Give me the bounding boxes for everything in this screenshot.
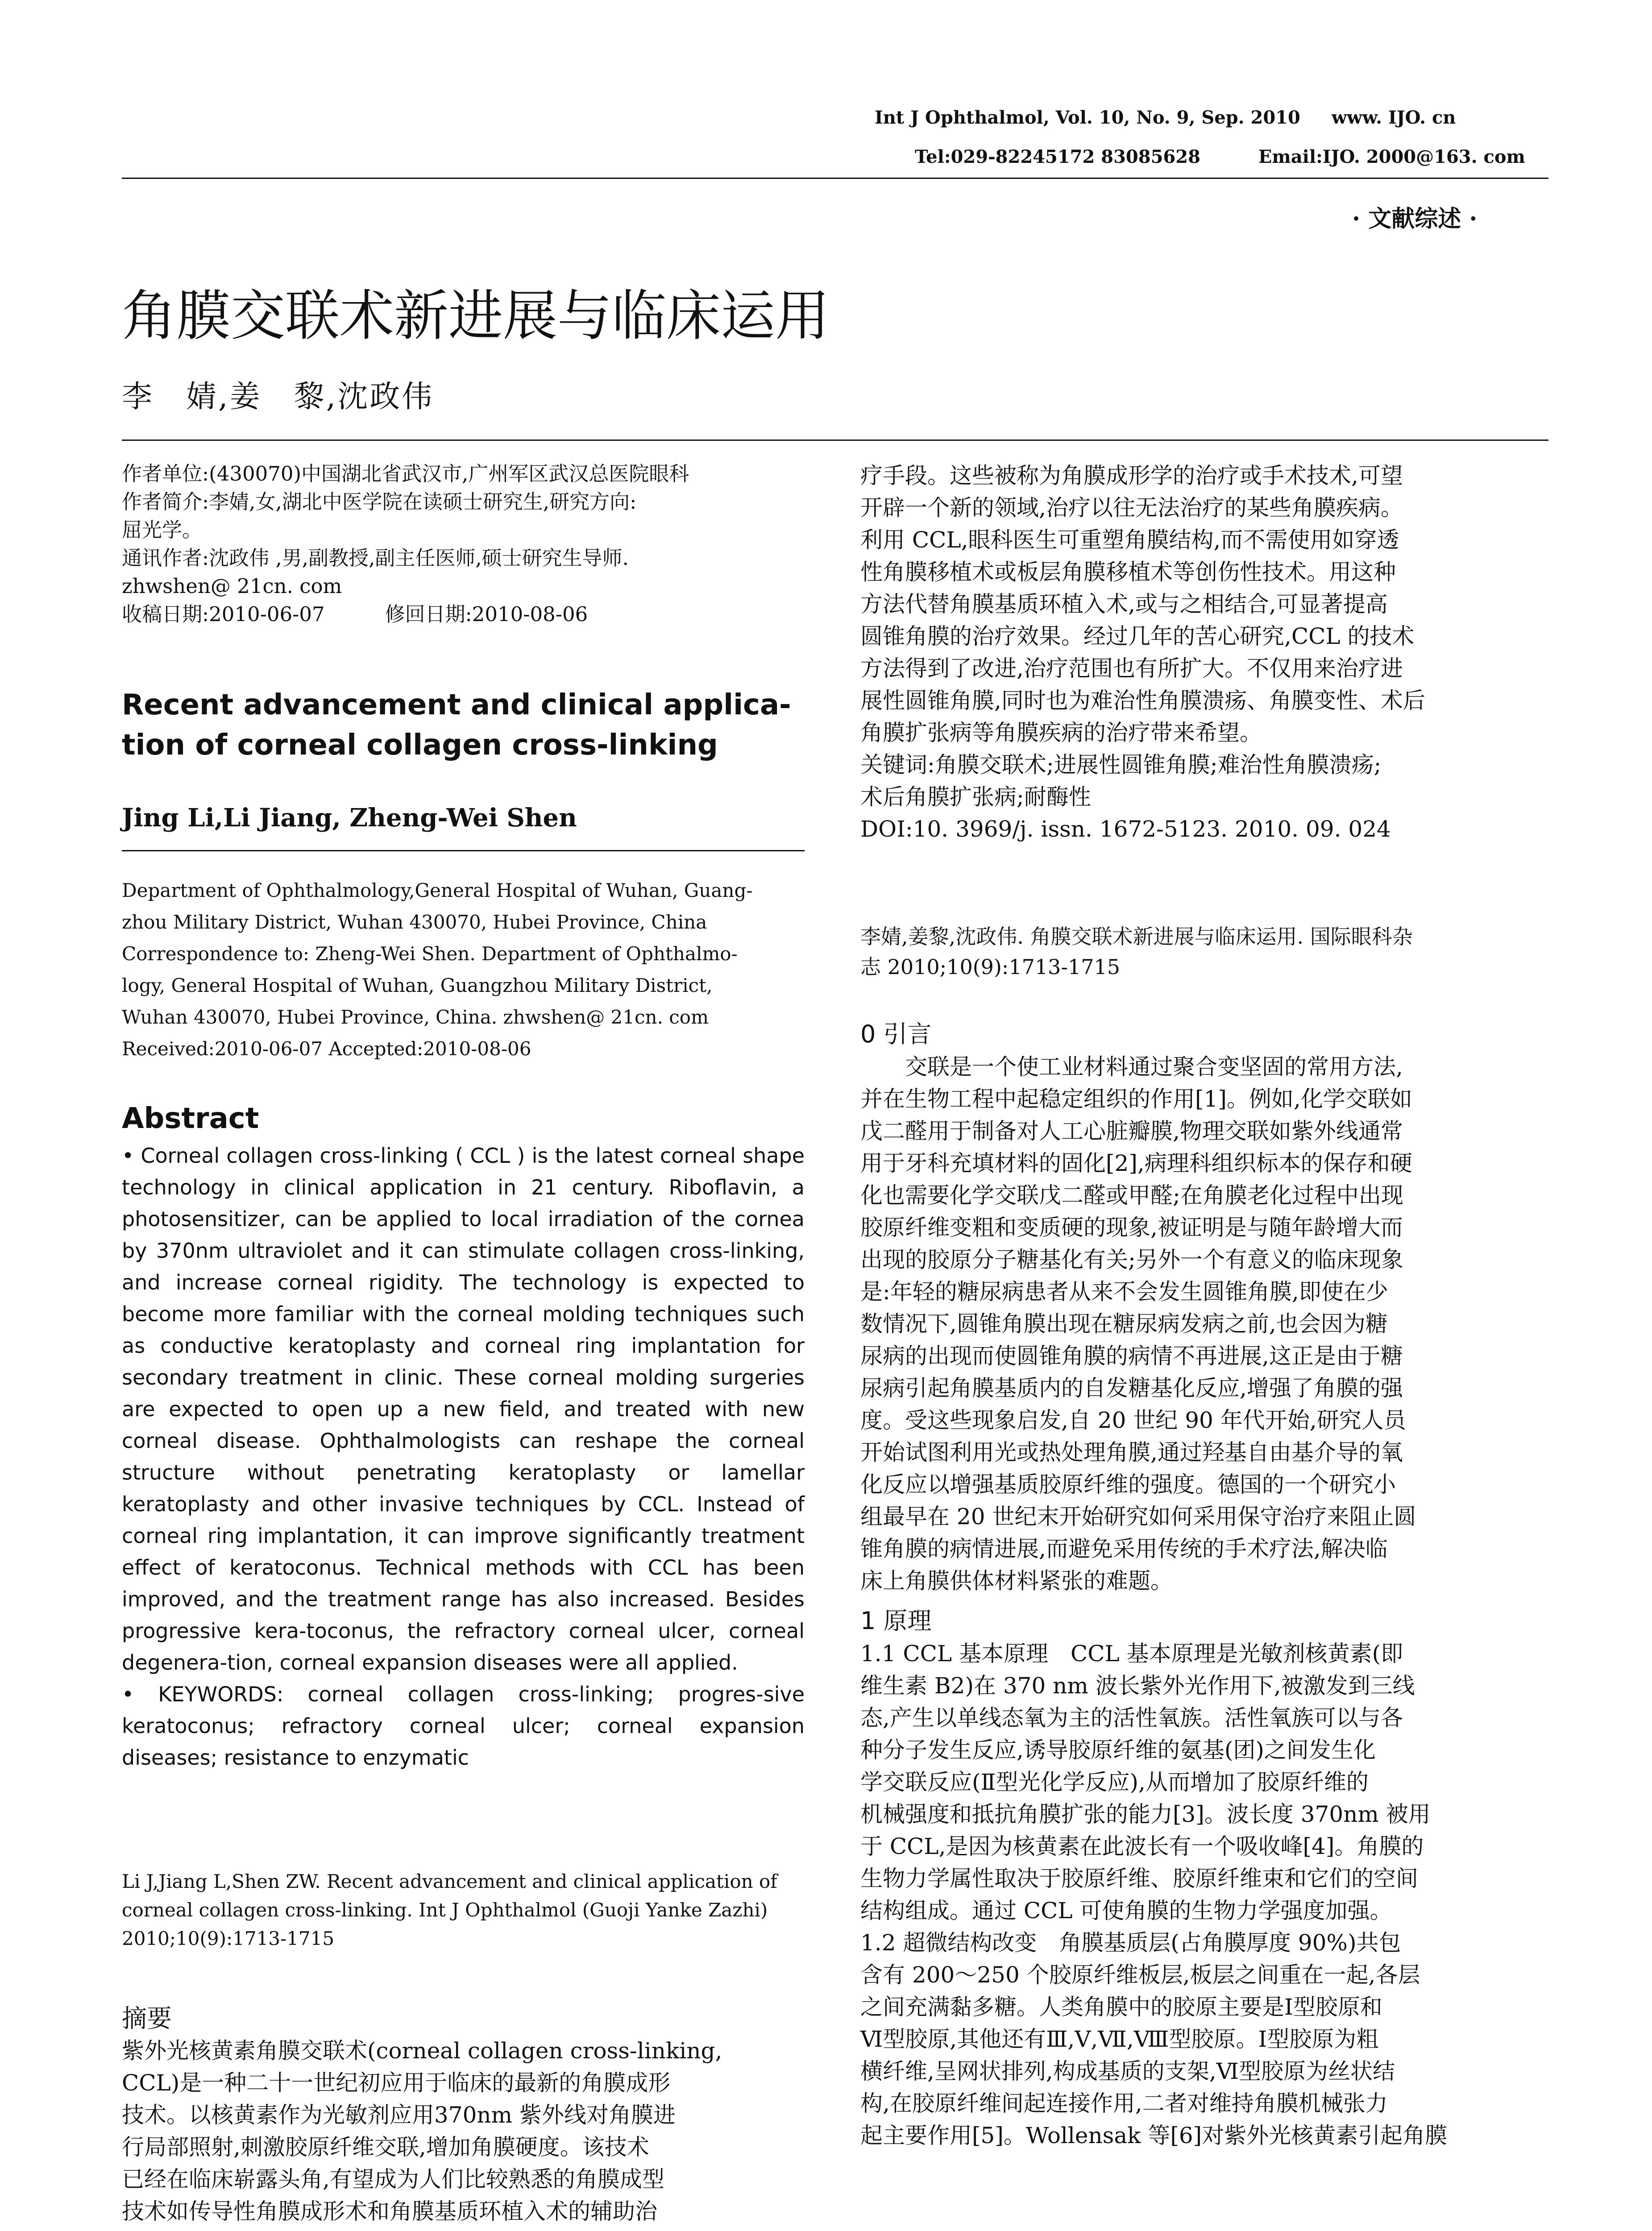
body-line: 交联是一个使工业材料通过聚合变坚固的常用方法,: [860, 1054, 1403, 1080]
body-line: 1.2 超微结构改变 角膜基质层(占角膜厚度 90%)共包: [860, 1930, 1401, 1956]
abstract-cn-cont-line: 展性圆锥角膜,同时也为难治性角膜溃疡、角膜变性、术后: [860, 688, 1425, 713]
body-line: 锥角膜的病情进展,而避免采用传统的手术疗法,解决临: [860, 1536, 1388, 1562]
abstract-cn-line: 技术如传导性角膜成形术和角膜基质环植入术的辅助治: [122, 2198, 657, 2224]
body-line: 数情况下,圆锥角膜出现在糖尿病发病之前,也会因为糖: [860, 1311, 1388, 1337]
abstract-cn-cont-line: 性角膜移植术或板层角膜移植术等创伤性技术。用这种: [860, 559, 1396, 585]
body-line: 构,在胶原纤维间起连接作用,二者对维持角膜机械张力: [860, 2090, 1388, 2116]
received-accepted-line: Received:2010-06-07 Accepted:2010-08-06: [122, 1038, 531, 1060]
journal-header-line: [875, 107, 1456, 128]
body-line: 度。受这些现象启发,自 20 世纪 90 年代开始,研究人员: [860, 1407, 1406, 1433]
abstract-en-body: [122, 1140, 805, 1774]
title-en-line: tion of corneal collagen cross-linking: [122, 729, 718, 762]
citation-cn-line: 志 2010;10(9):1713-1715: [860, 955, 1121, 979]
author-bio-line: 作者简介:李婧,女,湖北中医学院在读硕士研究生,研究方向:: [122, 490, 637, 514]
body-line: Ⅵ型胶原,其他还有Ⅲ,Ⅴ,Ⅶ,Ⅷ型胶原。Ⅰ型胶原为粗: [860, 2026, 1379, 2052]
body-line: 维生素 B2)在 370 nm 波长紫外光作用下,被激发到三线: [860, 1673, 1415, 1699]
section-1-heading: 1 原理: [860, 1607, 932, 1635]
body-line: 态,产生以单线态氧为主的活性氧族。活性氧族可以与各: [860, 1705, 1403, 1731]
dept-line: Wuhan 430070, Hubei Province, China. zhwshen@ 21cn. com: [122, 1006, 709, 1028]
journal-tel: Tel:029-82245172 83085628: [915, 146, 1200, 167]
citation-en-line: 2010;10(9):1713-1715: [122, 1928, 335, 1949]
body-line: 化也需要化学交联戊二醛或甲醛;在角膜老化过程中出现: [860, 1182, 1403, 1208]
body-line: 横纤维,呈网状排列,构成基质的支架,Ⅵ型胶原为丝状结: [860, 2058, 1395, 2084]
abstract-cn-body: [122, 2035, 805, 2227]
body-line: 含有 200～250 个胶原纤维板层,板层之间重在一起,各层: [860, 1962, 1420, 1988]
journal-website: www. IJO. cn: [1331, 107, 1456, 128]
affiliation-cn-block: [122, 460, 805, 628]
section-0-body: [860, 1051, 1550, 1597]
abstract-cn-line: CCL)是一种二十一世纪初应用于临床的最新的角膜成形: [122, 2070, 671, 2096]
dept-line: logy, General Hospital of Wuhan, Guangzhou Military District,: [122, 975, 713, 996]
authors-cn: 李 婧,姜 黎,沈政伟: [122, 379, 434, 415]
body-line: 用于牙科充填材料的固化[2],病理科组织标本的保存和硬: [860, 1150, 1412, 1176]
body-line: 床上角膜供体材料紧张的难题。: [860, 1568, 1173, 1594]
body-line: 学交联反应(Ⅱ型光化学反应),从而增加了胶原纤维的: [860, 1769, 1369, 1795]
title-rule: [122, 440, 1548, 441]
abstract-cn-line: 紫外光核黄素角膜交联术(corneal collagen cross-linking,: [122, 2038, 722, 2064]
section-1-body: [860, 1638, 1550, 2152]
doi-line: DOI:10. 3969/j. issn. 1672-5123. 2010. 09. 024: [860, 816, 1391, 842]
abstract-cn-line: 技术。以核黄素作为光敏剂应用370nm 紫外线对角膜进: [122, 2102, 676, 2128]
citation-en-line: corneal collagen cross-linking. Int J Ophthalmol (Guoji Yanke Zazhi): [122, 1899, 768, 1921]
corresponding-email: zhwshen@ 21cn. com: [122, 574, 342, 598]
body-line: 并在生物工程中起稳定组织的作用[1]。例如,化学交联如: [860, 1086, 1412, 1112]
department-en-block: [122, 875, 805, 1065]
body-line: 出现的胶原分子糖基化有关;另外一个有意义的临床现象: [860, 1247, 1403, 1273]
header-rule: [122, 178, 1548, 179]
abstract-cn-cont-line: 利用 CCL,眼科医生可重塑角膜结构,而不需使用如穿透: [860, 527, 1399, 553]
dept-line: Department of Ophthalmology,General Hospital of Wuhan, Guang-: [122, 879, 753, 901]
citation-en-block: [122, 1867, 805, 1953]
body-line: 生物力学属性取决于胶原纤维、胶原纤维束和它们的空间: [860, 1866, 1418, 1891]
citation-cn-block: [860, 921, 1550, 982]
keywords-en: • KEYWORDS: corneal collagen cross-linking; progres-sive keratoconus; refractory corneal ulcer; corneal expansion diseases; resistance to enzymatic: [122, 1682, 805, 1770]
author-bio-line: 屈光学。: [122, 518, 203, 542]
column-label: · 文献综述 ·: [1352, 205, 1478, 232]
abstract-en-text: • Corneal collagen cross-linking ( CCL ) is the latest corneal shape technology in clinical application in 21 century. Riboflavin, a photosensitizer, can be applied to local irradiation of the cornea by 370nm ultraviolet and it can stimulate collagen cross-linking, and increase corneal rigidity. The technology is expected to become more familiar with the corneal molding techniques such as conductive keratoplasty and corneal ring implantation for secondary treatment in clinic. These corneal molding surgeries are expected to open up a new field, and treated with new corneal disease. Ophthalmologists can reshape the corneal structure without penetrating keratoplasty or lamellar keratoplasty and other invasive techniques by CCL. Instead of corneal ring implantation, it can improve significantly treatment effect of keratoconus. Technical methods with CCL has been improved, and the treatment range has also increased. Besides progressive kera-toconus, the refractory corneal ulcer, corneal degenera-tion, corneal expansion diseases were all applied.: [122, 1144, 805, 1675]
body-line: 于 CCL,是因为核黄素在此波长有一个吸收峰[4]。角膜的: [860, 1833, 1424, 1859]
abstract-cn-cont-line: 方法得到了改进,治疗范围也有所扩大。不仅用来治疗进: [860, 655, 1403, 681]
article-title-cn: 角膜交联术新进展与临床运用: [122, 284, 830, 348]
body-line: 是:年轻的糖尿病患者从来不会发生圆锥角膜,即使在少: [860, 1279, 1388, 1305]
dept-line: zhou Military District, Wuhan 430070, Hubei Province, China: [122, 911, 707, 933]
body-line: 戊二醛用于制备对人工心脏瓣膜,物理交联如紫外线通常: [860, 1118, 1403, 1144]
body-line: 种分子发生反应,诱导胶原纤维的氨基(团)之间发生化: [860, 1737, 1376, 1763]
citation-en-line: Li J,Jiang L,Shen ZW. Recent advancement and clinical application of: [122, 1870, 777, 1892]
abstract-cn-cont-line: 圆锥角膜的治疗效果。经过几年的苦心研究,CCL 的技术: [860, 623, 1415, 649]
body-line: 之间充满黏多糖。人类角膜中的胶原主要是Ⅰ型胶原和: [860, 1994, 1382, 2020]
title-en-line: Recent advancement and clinical applica-: [122, 688, 791, 722]
body-line: 胶原纤维变粗和变质硬的现象,被证明是与随年龄增大而: [860, 1215, 1403, 1240]
keywords-cn-line: 关键词:角膜交联术;进展性圆锥角膜;难治性角膜溃疡;: [860, 752, 1382, 778]
corresponding-author-line: 通讯作者:沈政伟 ,男,副教授,副主任医师,硕士研究生导师.: [122, 546, 629, 570]
body-line: 尿病的出现而使圆锥角膜的病情不再进展,这正是由于糖: [860, 1343, 1403, 1369]
affiliation-line: 作者单位:(430070)中国湖北省武汉市,广州军区武汉总医院眼科: [122, 462, 689, 485]
abstract-cn-continued: [860, 460, 1550, 845]
journal-contact-line: [915, 146, 1525, 167]
body-line: 组最早在 20 世纪末开始研究如何采用保守治疗来阻止圆: [860, 1504, 1416, 1530]
article-title-en: [122, 685, 805, 765]
body-line: 机械强度和抵抗角膜扩张的能力[3]。波长度 370nm 被用: [860, 1801, 1431, 1827]
body-line: 化反应以增强基质胶原纤维的强度。德国的一个研究小: [860, 1472, 1396, 1497]
dates-cn: 收稿日期:2010-06-07 修回日期:2010-08-06: [122, 602, 588, 626]
body-line: 开始试图利用光或热处理角膜,通过羟基自由基介导的氧: [860, 1439, 1403, 1465]
abstract-cn-cont-line: 疗手段。这些被称为角膜成形学的治疗或手术技术,可望: [860, 463, 1403, 489]
correspondence-line: Correspondence to: Zheng-Wei Shen. Department of Ophthalmo-: [122, 943, 738, 965]
citation-cn-line: 李婧,姜黎,沈政伟. 角膜交联术新进展与临床运用. 国际眼科杂: [860, 925, 1413, 949]
abstract-cn-line: 已经在临床崭露头角,有望成为人们比较熟悉的角膜成型: [122, 2166, 664, 2192]
abstract-cn-heading: 摘要: [122, 2004, 172, 2033]
abstract-cn-cont-line: 角膜扩张病等角膜疾病的治疗带来希望。: [860, 720, 1262, 746]
journal-email: Email:IJO. 2000@163. com: [1258, 146, 1525, 167]
authors-en: Jing Li,Li Jiang, Zheng-Wei Shen: [122, 803, 577, 833]
abstract-heading: Abstract: [122, 1102, 259, 1135]
body-line: 1.1 CCL 基本原理 CCL 基本原理是光敏剂核黄素(即: [860, 1641, 1403, 1667]
body-line: 结构组成。通过 CCL 可使角膜的生物力学强度加强。: [860, 1898, 1392, 1924]
abstract-cn-cont-line: 方法代替角膜基质环植入术,或与之相结合,可显著提高: [860, 591, 1388, 617]
authors-en-rule: [122, 850, 805, 851]
keywords-cn-line: 术后角膜扩张病;耐酶性: [860, 784, 1091, 810]
body-line: 尿病引起角膜基质内的自发糖基化反应,增强了角膜的强: [860, 1375, 1403, 1401]
body-line: 起主要作用[5]。Wollensak 等[6]对紫外光核黄素引起角膜: [860, 2123, 1448, 2148]
section-0-heading: 0 引言: [860, 1020, 932, 1048]
abstract-cn-line: 行局部照射,刺激胶原纤维交联,增加角膜硬度。该技术: [122, 2134, 649, 2160]
abstract-cn-cont-line: 开辟一个新的领域,治疗以往无法治疗的某些角膜疾病。: [860, 495, 1403, 521]
journal-info: Int J Ophthalmol, Vol. 10, No. 9, Sep. 2010: [875, 107, 1300, 128]
